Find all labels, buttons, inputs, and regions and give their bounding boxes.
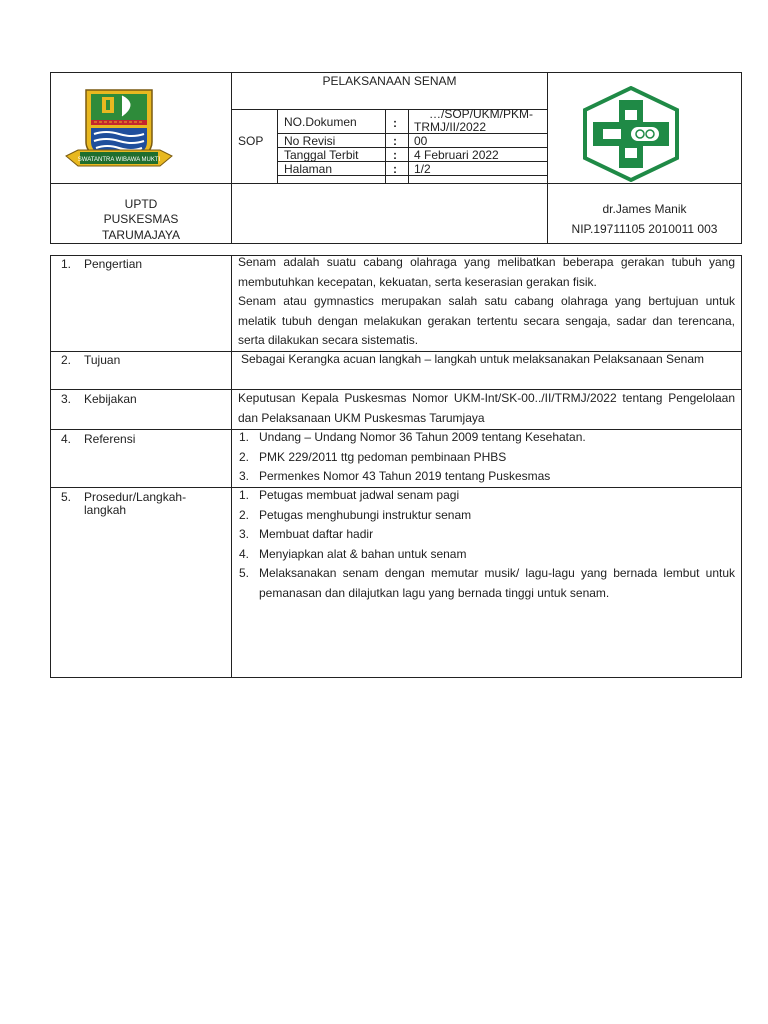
- list-item-text: Petugas menghubungi instruktur senam: [259, 507, 472, 522]
- reference-list: [239, 428, 735, 487]
- field-sep-issue-date: :: [393, 148, 397, 162]
- field-label-revision: No Revisi: [284, 134, 336, 148]
- org-line-3: TARUMAJAYA: [101, 228, 180, 242]
- field-sep-doc-no: :: [393, 116, 397, 130]
- section-number: 5.: [61, 490, 72, 504]
- list-item-text: Melaksanakan senam dengan memutar musik/ lagu-lagu yang bernada lembut untuk pemanasan dan dilajutkan lagu yang bernada tinggi untuk senam.: [259, 566, 735, 600]
- section-body: [238, 253, 735, 351]
- list-item-text: Menyiapkan alat & bahan untuk senam: [259, 546, 467, 561]
- field-value-page: 1/2: [414, 162, 431, 176]
- section-label: Referensi: [84, 432, 136, 446]
- section-label-line-2: langkah: [84, 503, 127, 517]
- list-item: 4. Menyiapkan alat & bahan untuk senam: [239, 546, 467, 561]
- section-label: Kebijakan: [84, 392, 137, 406]
- field-sep-revision: :: [393, 134, 397, 148]
- paragraph: Senam adalah suatu cabang olahraga yang melibatkan beberapa gerakan tubuh yang membutuhkan kecepatan, kekuatan, serta keserasian gerakan fisik.: [238, 255, 735, 289]
- section-number: 3.: [61, 392, 72, 406]
- signer-nip: NIP.19711105 2010011 003: [571, 222, 718, 236]
- procedure-list: [239, 486, 735, 603]
- org-line-2: PUSKESMAS: [103, 212, 179, 226]
- regency-crest-logo: [64, 86, 174, 178]
- org-line-1: UPTD: [124, 197, 158, 211]
- paragraph: Senam atau gymnastics merupakan salah satu cabang olahraga yang bertujuan untuk melatik tubuh dengan melakukan gerakan tertentu secara sengaja, sadar dan terencana, serta dilakukan secara sistematis.: [238, 294, 735, 347]
- doc-no-line-1: …/SOP/UKM/PKM-: [429, 107, 534, 121]
- list-item: 2. Petugas menghubungi instruktur senam: [239, 507, 472, 522]
- list-item-text: PMK 229/2011 ttg pedoman pembinaan PHBS: [259, 449, 507, 464]
- list-item: 5. Melaksanakan senam dengan memutar musik/ lagu-lagu yang bernada lembut untuk pemanasan dan dilajutkan lagu yang bernada tinggi untuk senam.: [239, 566, 735, 600]
- list-item-text: Petugas membuat jadwal senam pagi: [259, 488, 460, 502]
- section-number: 2.: [61, 353, 72, 367]
- list-item: 1. Petugas membuat jadwal senam pagi: [239, 488, 460, 502]
- list-item: 3. Permenkes Nomor 43 Tahun 2019 tentang Puskesmas: [239, 469, 551, 483]
- list-item-text: Permenkes Nomor 43 Tahun 2019 tentang Puskesmas: [259, 469, 551, 483]
- paragraph: Sebagai Kerangka acuan langkah – langkah untuk melaksanakan Pelaksanaan Senam: [241, 352, 704, 366]
- list-item: 1. Undang – Undang Nomor 36 Tahun 2009 tentang Kesehatan.: [239, 430, 586, 444]
- list-item-text: Membuat daftar hadir: [259, 527, 374, 541]
- section-label-line-1: Prosedur/Langkah-: [84, 490, 187, 504]
- field-value-issue-date: 4 Februari 2022: [414, 148, 499, 162]
- list-item: 2. PMK 229/2011 ttg pedoman pembinaan PHBS: [239, 449, 507, 464]
- section-body: [238, 389, 735, 428]
- puskesmas-logo: [581, 86, 681, 182]
- field-sep-page: :: [393, 162, 397, 176]
- section-label: Tujuan: [84, 353, 121, 367]
- document-title: PELAKSANAAN SENAM: [322, 74, 457, 88]
- section-body: [241, 350, 731, 370]
- field-value-revision: 00: [414, 134, 428, 148]
- crest-motto-text: SWATANTRA WIBAWA MUKTI: [77, 157, 161, 163]
- field-value-doc-no: [414, 108, 533, 134]
- sop-label: SOP: [238, 134, 264, 148]
- paragraph: Keputusan Kepala Puskesmas Nomor UKM-Int/SK-00../II/TRMJ/2022 tentang Pengelolaan dan Pelaksanaan UKM Puskesmas Tarumjaya: [238, 391, 735, 425]
- section-number: 4.: [61, 432, 72, 446]
- list-item: 3. Membuat daftar hadir: [239, 527, 374, 541]
- section-label: Pengertian: [84, 257, 143, 271]
- field-label-doc-no: NO.Dokumen: [284, 115, 357, 129]
- signer-name: dr.James Manik: [602, 202, 687, 216]
- section-number: 1.: [61, 257, 72, 271]
- list-item-text: Undang – Undang Nomor 36 Tahun 2009 tentang Kesehatan.: [259, 430, 586, 444]
- field-label-page: Halaman: [284, 162, 333, 176]
- field-label-issue-date: Tanggal Terbit: [284, 148, 359, 162]
- doc-no-line-2: TRMJ/II/2022: [414, 120, 487, 134]
